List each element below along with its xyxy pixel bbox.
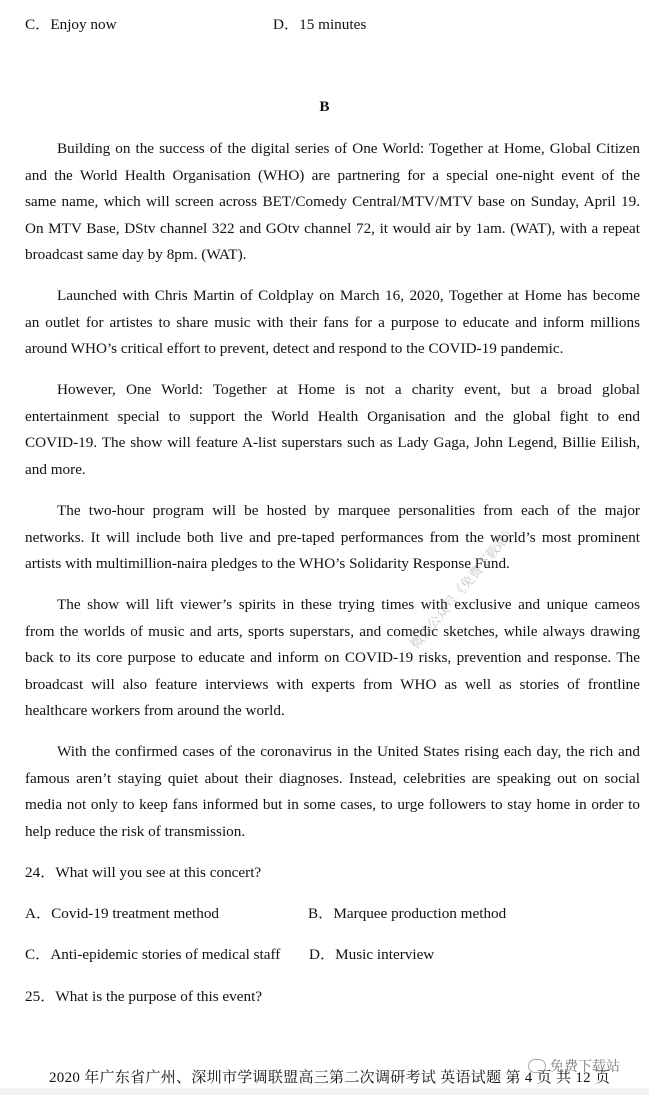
paragraph-line: same name, which will screen across BET/Comedy Central/MTV/MTV base on Sunday, April 19.	[25, 193, 640, 211]
paragraph-line: broadcast will also feature interviews with experts from WHO as well as stories of frontline	[25, 675, 640, 693]
site-logo	[528, 1056, 620, 1076]
paragraph-line: networks. It will include both live and pre-taped performances from the world’s most prominent	[25, 528, 640, 546]
paragraph-line: broadcast same day by 8pm. (WAT).	[25, 246, 247, 264]
paragraph-line: help reduce the risk of transmission.	[25, 822, 246, 840]
paragraph-line: back to its core purpose to educate and inform on COVID-19 risks, prevention and response. The	[25, 649, 640, 667]
logo-text: 免费下载站	[550, 1059, 620, 1075]
option-d: D．15 minutes	[273, 16, 367, 33]
paragraph-line: and the World Health Organisation (WHO) are partnering for a special one-night event of the	[25, 166, 640, 184]
question-24: 24．What will you see at this concert?	[25, 864, 262, 881]
wechat-icon	[528, 1059, 546, 1073]
paragraph-line: famous aren’t staying quiet about their diagnoses. Instead, celebrities are speaking out on social	[25, 769, 640, 787]
paragraph-line: healthcare workers from around the world.	[25, 702, 285, 720]
section-heading: B	[319, 98, 330, 115]
paragraph-line: However, One World: Together at Home is not a charity event, but a broad global	[57, 381, 640, 398]
paragraph-line: With the confirmed cases of the coronavirus in the United States rising each day, the rich and	[57, 743, 640, 760]
paragraph-line: The show will lift viewer’s spirits in these trying times with exclusive and unique cameos	[57, 596, 640, 613]
paragraph-line: entertainment special to support the World Health Organisation and the global fight to end	[25, 407, 640, 425]
q24-option-d: D．Music interview	[309, 946, 435, 963]
q24-option-b: B．Marquee production method	[308, 905, 507, 922]
paragraph-line: media not only to keep fans informed but in some cases, to urge followers to stay home in order to	[25, 796, 640, 814]
paragraph-line: from the worlds of music and arts, sports superstars, and comedic sketches, while always drawing	[25, 622, 640, 640]
option-c: C．Enjoy now	[25, 16, 117, 33]
paragraph-line: artists with multimillion-naira pledges to the WHO’s Solidarity Response Fund.	[25, 555, 510, 573]
paragraph-line: an outlet for artistes to share music with their fans for a purpose to educate and inform millions	[25, 313, 640, 331]
page-bottom-edge	[0, 1088, 649, 1095]
page-footer: 2020 年广东省广州、深圳市学调联盟高三第二次调研考试 英语试题 第 4 页 共 12 页	[49, 1070, 611, 1086]
q24-option-c: C．Anti-epidemic stories of medical staff	[25, 946, 281, 963]
question-25: 25．What is the purpose of this event?	[25, 988, 263, 1005]
paragraph-line: and more.	[25, 460, 86, 478]
paragraph-line: The two-hour program will be hosted by marquee personalities from each of the major	[57, 502, 640, 519]
paragraph-line: around WHO’s critical effort to prevent, detect and respond to the COVID-19 pandemic.	[25, 340, 564, 358]
q24-option-a: A．Covid-19 treatment method	[25, 905, 220, 922]
paragraph-line: COVID-19. The show will feature A-list superstars such as Lady Gaga, John Legend, Billie Eilish,	[25, 434, 640, 452]
watermark: 微信公众号《免费下载站》	[408, 523, 520, 653]
paragraph-line: Launched with Chris Martin of Coldplay on March 16, 2020, Together at Home has become	[57, 287, 640, 304]
paragraph-line: Building on the success of the digital series of One World: Together at Home, Global Citizen	[57, 140, 640, 157]
paragraph-line: On MTV Base, DStv channel 322 and GOtv channel 72, it would air by 1am. (WAT), with a repeat	[25, 219, 640, 237]
